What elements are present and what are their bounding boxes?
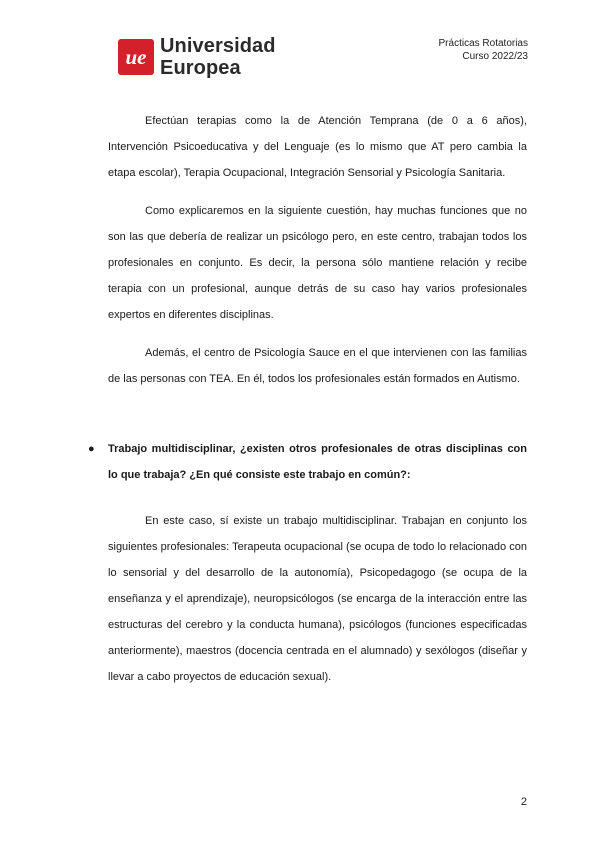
body-paragraph-3: Además, el centro de Psicología Sauce en el que intervienen con las familias de las personas con TEA. En él, todos los profesionales están formados en Autismo. <box>108 347 527 385</box>
ue-logo-icon <box>118 39 154 75</box>
course-title: Prácticas Rotatorias <box>438 38 528 49</box>
body-paragraph-4: En este caso, sí existe un trabajo multidisciplinar. Trabajan en conjunto los siguientes profesionales: Terapeuta ocupacional (se ocupa de todo lo relacionado con lo sensorial y del desarrollo de la autonomía), Psicopedagogo (se ocupa de la enseñanza y el aprendizaje), neuropsicólogos (se encarga de la interacción entre las estructuras del cerebro y la conducta humana), psicólogos (funciones especificadas anteriormente), maestros (docencia centrada en el alumnado) y sexólogos (diseñar y llevar a cabo proyectos de educación sexual). <box>108 515 527 683</box>
logo-line-europea: Europea <box>160 57 241 79</box>
section-heading-block <box>88 436 527 488</box>
bullet-icon: ● <box>88 443 95 455</box>
page-number: 2 <box>520 796 527 808</box>
logo-mark-text: ue <box>125 45 147 69</box>
university-logo <box>118 36 276 78</box>
course-year: Curso 2022/23 <box>462 51 528 62</box>
body-paragraph-2: Como explicaremos en la siguiente cuestión, hay muchas funciones que no son las que debería de realizar un psicólogo pero, en este centro, trabajan todos los profesionales en conjunto. Es decir, la persona sólo mantiene relación y recibe terapia con un profesional, aunque detrás de su caso hay varios profesionales expertos en diferentes disciplinas. <box>108 205 527 321</box>
body-paragraph-1: Efectúan terapias como la de Atención Temprana (de 0 a 6 años), Intervención Psicoeducativa y del Lenguaje (es lo mismo que AT pero cambia la etapa escolar), Terapia Ocupacional, Integración Sensorial y Psicología Sanitaria. <box>108 115 527 179</box>
course-info <box>439 37 528 63</box>
section-heading: Trabajo multidisciplinar, ¿existen otros profesionales de otras disciplinas con lo que trabaja? ¿En qué consiste este trabajo en común?: <box>108 443 527 481</box>
logo-line-universidad: Universidad <box>160 35 276 57</box>
